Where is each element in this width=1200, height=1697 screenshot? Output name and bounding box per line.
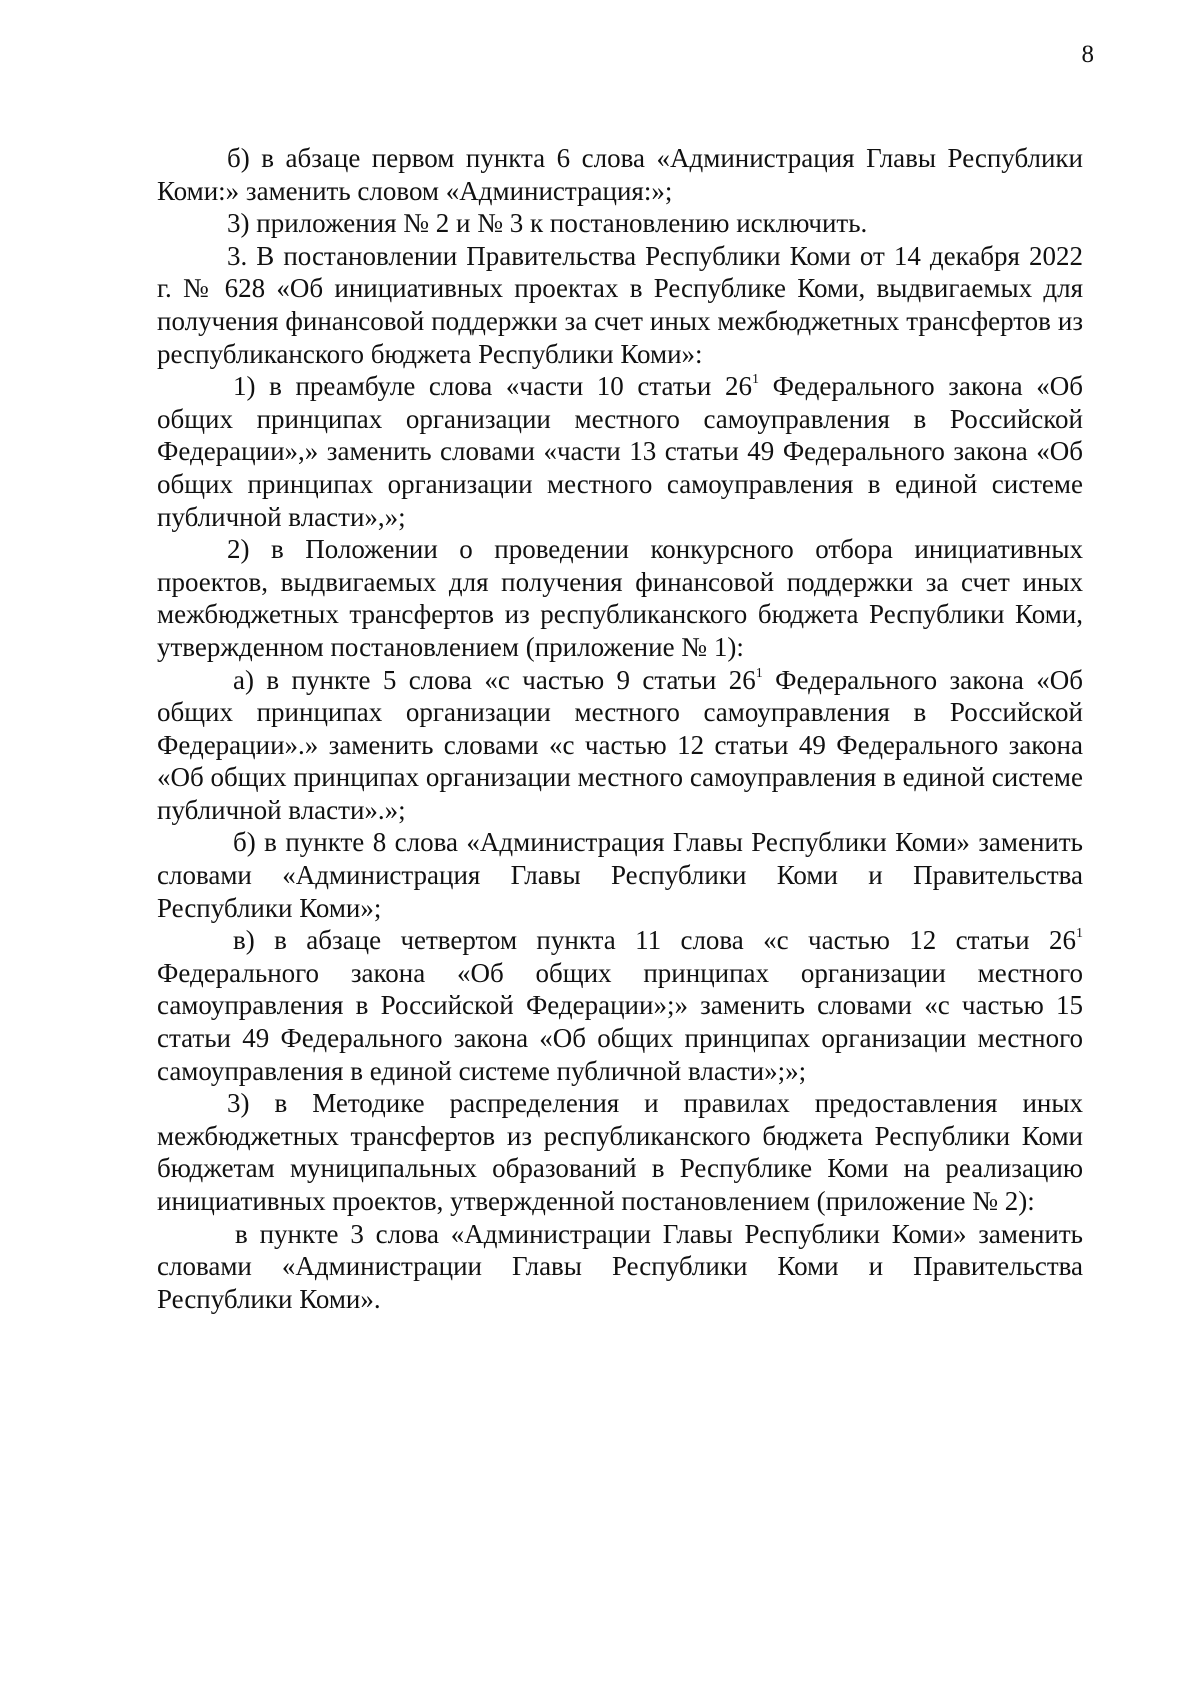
superscript: 1 xyxy=(752,372,760,388)
paragraph-text-part: Федерального закона «Об общих принципах организации местного самоуправления в Российской Федерации»;» заменить словами «с частью 15 статьи 49 Федерального закона «Об общих принципах организации местного самоуправления в единой системе публичной власти»;»; xyxy=(157,957,1083,1086)
paragraph-point-5-amendment xyxy=(157,664,1083,827)
paragraph-regulation-amendment: 2) в Положении о проведении конкурсного отбора инициативных проектов, выдвигаемых для получения финансовой поддержки за счет иных межбюджетных трансфертов из республиканского бюджета Республики Коми, утвержденном постановлением (приложение № 1): xyxy=(157,534,1083,662)
page-number: 8 xyxy=(1081,41,1094,68)
paragraph-methodology-amendment: 3) в Методике распределения и правилах предоставления иных межбюджетных трансфертов из республиканского бюджета Республики Коми бюджетам муниципальных образований в Республике Коми на реализацию инициативных проектов, утвержденной постановлением (приложение № 2): xyxy=(157,1088,1083,1216)
paragraph-text-part: Федерального закона «Об общих принципах организации местного самоуправления в Российской Федерации»,» заменить словами «части 13 статьи 49 Федерального закона «Об общих принципах организации местного самоуправления в единой системе публичной власти»,»; xyxy=(157,371,1083,532)
document-body xyxy=(157,142,1083,1315)
paragraph-text-part: 1) в преамбуле слова «части 10 статьи 26 xyxy=(233,371,753,402)
paragraph-point-3-amendment: в пункте 3 слова «Администрации Главы Республики Коми» заменить словами «Администрации Главы Республики Коми и Правительства Республики Коми». xyxy=(157,1218,1083,1314)
superscript: 1 xyxy=(755,665,763,681)
paragraph-text-part: а) в пункте 5 слова «с частью 9 статьи 26 xyxy=(233,664,756,695)
paragraph-appendices-exclusion: 3) приложения № 2 и № 3 к постановлению исключить. xyxy=(227,208,868,239)
paragraph-text-part: в) в абзаце четвертом пункта 11 слова «с частью 12 статьи 26 xyxy=(233,925,1076,956)
superscript: 1 xyxy=(1076,926,1083,942)
paragraph-preamble-amendment xyxy=(157,370,1083,533)
paragraph-text-part: Федерального закона «Об общих принципах организации местного самоуправления в Российской Федерации».» заменить словами «с частью 12 статьи 49 Федерального закона «Об общих принципах организации местного самоуправления в единой системе публичной власти».»; xyxy=(157,664,1083,825)
paragraph-resolution-628: 3. В постановлении Правительства Республики Коми от 14 декабря 2022 г. № 628 «Об инициативных проектах в Республике Коми, выдвигаемых для получения финансовой поддержки за счет иных межбюджетных трансфертов из республиканского бюджета Республики Коми»: xyxy=(157,240,1083,369)
paragraph-amendment-b-point-6: б) в абзаце первом пункта 6 слова «Администрация Главы Республики Коми:» заменить словом «Администрация:»; xyxy=(157,143,1083,206)
paragraph-point-8-amendment: б) в пункте 8 слова «Администрация Главы Республики Коми» заменить словами «Администрация Главы Республики Коми и Правительства Республики Коми»; xyxy=(157,827,1083,923)
paragraph-point-11-amendment xyxy=(157,924,1083,1087)
